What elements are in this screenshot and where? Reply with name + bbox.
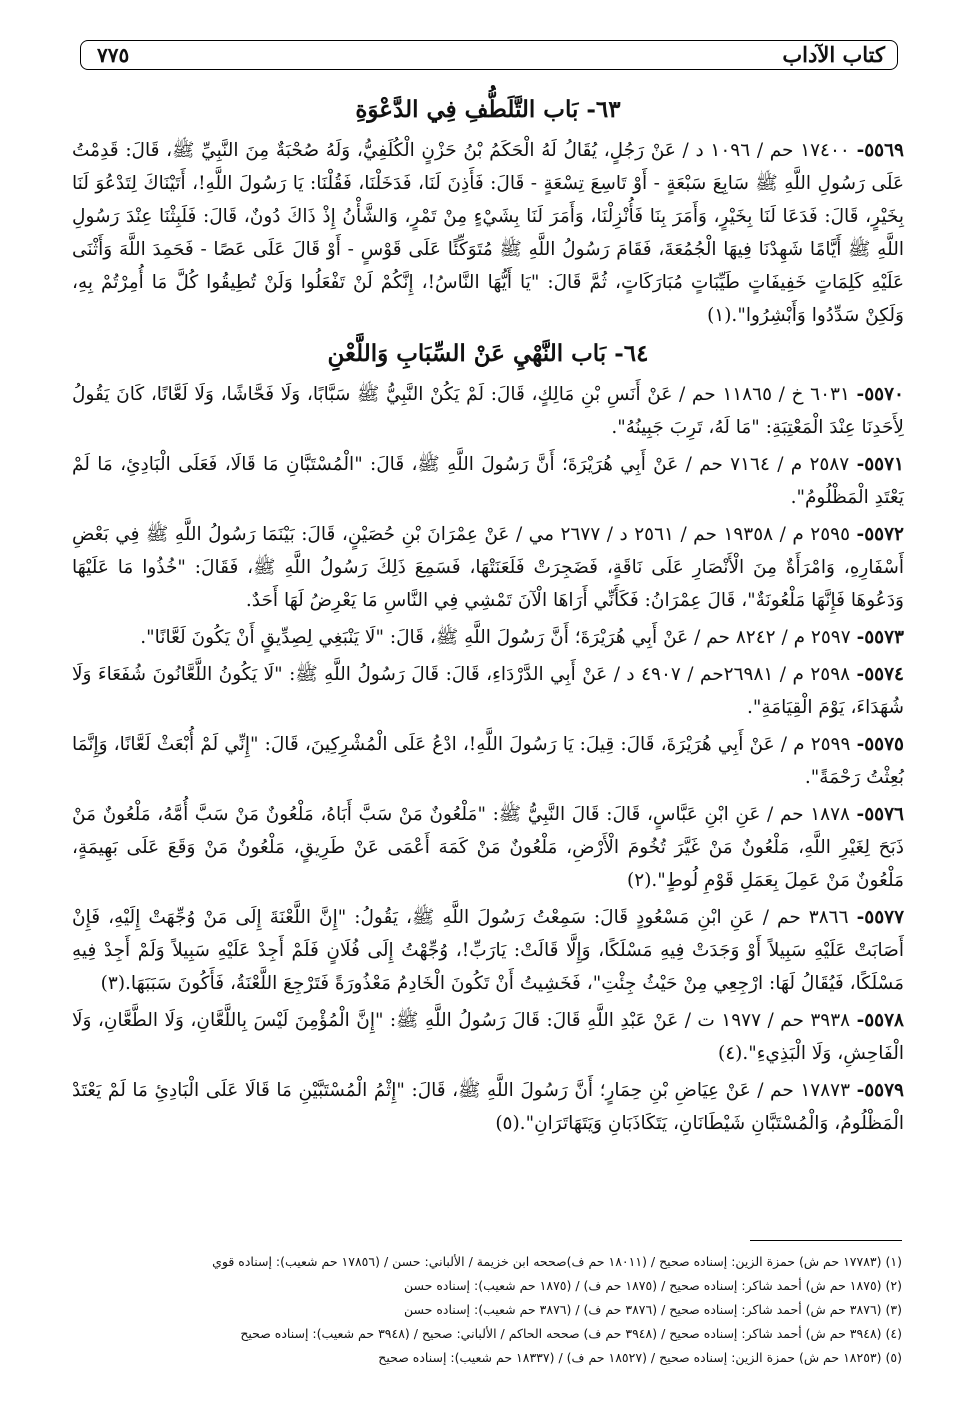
hadith-text: ١٧٤٠٠ حم / ١٠٩٦ د / عَنْ رَجُلٍ، يُقَالُ لَهُ الْحَكَمُ بْنُ حَزْنٍ الْكُلَفِيُّ، وَلَهُ صُحْبَةٌ مِنَ النَّبِيِّ ﷺ، قَالَ: قَدِمْتُ عَلَى رَسُولِ اللَّهِ ﷺ سَابِعَ سَبْعَةٍ - أَوْ تَاسِعَ تِسْعَةٍ - قَالَ: فَأَذِنَ لَنَا، فَدَخَلْنَا، فَقُلْنَا: يَا رَسُولَ اللَّهِ!، أَتَيْنَاكَ لِتَدْعُوَ لَنَا بِخَيْرٍ، قَالَ: فَدَعَا لَنَا بِخَيْرٍ، وَأَمَرَ بِنَا فَأُنْزِلْنَا، وَأَمَرَ لَنَا بِشَيْءٍ مِنْ تَمْرٍ، وَالشَّأْنُ إِذْ ذَاكَ دُونٌ، قَالَ: فَلَبِثْنَا عِنْدَ رَسُولِ اللَّهِ ﷺ أَيَّامًا شَهِدْنَا فِيهَا الْجُمُعَةَ، فَقَامَ رَسُولُ اللَّهِ ﷺ مُتَوَكِّئًا عَلَى قَوْسٍ - أَوْ قَالَ عَلَى عَصًا - فَحَمِدَ اللَّهَ وَأَثْنَى عَلَيْهِ كَلِمَاتٍ خَفِيفَاتٍ طَيِّبَاتٍ مُبَارَكَاتٍ، ثُمَّ قَالَ: "يَا أَيُّهَا النَّاسُ!، إِنَّكُمْ لَنْ تَفْعَلُوا وَلَنْ تُطِيقُوا كُلَّ مَا أُمِرْتُمْ بِهِ، وَلَكِنْ سَدِّدُوا وَأَبْشِرُوا".(١) [72, 140, 904, 326]
chapter-heading: ٦٤- بَاب النَّهْيِ عَنْ السِّبَابِ وَاللَّعْنِ [327, 340, 649, 367]
hadith-number: ٥٥٧٩- [856, 1080, 904, 1101]
hadith-number: ٥٥٧٦- [856, 804, 904, 825]
hadith-text: ٢٥٩٨ م / ٢٦٩٨١حم / ٤٩٠٧ د / عَنْ أَبِي الدَّرْدَاءِ، قَالَ: قَالَ رَسُولُ اللَّهِ ﷺ: "لَا يَكُونُ اللَّعَّانُونَ شُفَعَاءَ وَلَا شُهَدَاءَ، يَوْمَ الْقِيَامَةِ". [72, 664, 904, 718]
page-number: ٧٧٥ [97, 43, 130, 67]
hadith-text: ٢٥٩٧ م / ٨٢٤٢ حم / عَنْ أَبِي هُرَيْرَةَ؛ أَنَّ رَسُولَ اللَّهِ ﷺ، قَالَ: "لَا يَنْبَغِي لِصِدِّيقٍ أَنْ يَكُونَ لَعَّانًا". [140, 627, 851, 648]
hadith-number: ٥٥٧٢- [856, 524, 904, 545]
page-header [80, 40, 898, 70]
hadith-entry [72, 658, 904, 724]
book-title: كتاب الآداب [782, 42, 885, 67]
footnote: (٣) (٣٨٧٦ حم ش) أحمد شاكر: إسناده صحيح / (٣٨٧٦ حم ف) / (٣٨٧٦ حم شعيب): إسناده حسن [404, 1302, 902, 1317]
footnotes [100, 1250, 902, 1370]
hadith-text: ٣٨٦٦ حم / عَنِ ابْنِ مَسْعُودٍ قَالَ: سَمِعْتُ رَسُولَ اللَّهِ ﷺ، يَقُولُ: "إِنَّ اللَّعْنَةَ إِلَى مَنْ وُجِّهَتْ إِلَيْهِ، فَإِنْ أَصَابَتْ عَلَيْهِ سَبِيلاً أَوْ وَجَدَتْ فِيهِ مَسْلَكًا، وَإِلَّا قَالَتْ: يَارَبِّ!، وُجِّهْتُ إِلَى فُلَانٍ فَلَمْ أَجِدْ عَلَيْهِ سَبِيلاً وَلَمْ أَجِدْ فِيهِ مَسْلَكًا، فَيُقَالُ لَهَا: ارْجِعِي مِنْ حَيْثُ جِئْتِ"، فَخَشِيتُ أَنْ تَكُونَ الْخَادِمُ مَعْذُورَةً فَتَرْجِعَ اللَّعْنَةُ، فَأَكُونَ سَبَبَهَا.(٣) [72, 907, 904, 994]
hadith-text: ٢٥٩٥ م / ١٩٣٥٨ حم / ٢٥٦١ د / ٢٦٧٧ مي / عَنْ عِمْرَانَ بْنِ حُصَيْنٍ، قَالَ: بَيْنَمَا رَسُولُ اللَّهِ ﷺ فِي بَعْضِ أَسْفَارِهِ، وَامْرَأَةٌ مِنَ الْأَنْصَارِ عَلَى نَاقَةٍ، فَضَجِرَتْ فَلَعَنَتْهَا، فَسَمِعَ ذَلِكَ رَسُولُ اللَّهِ ﷺ، فَقَالَ: "خُذُوا مَا عَلَيْهَا وَدَعُوهَا فَإِنَّهَا مَلْعُونَةٌ"، قَالَ عِمْرَانُ: فَكَأَنِّي أَرَاهَا الْآنَ تَمْشِي فِي النَّاسِ مَا يَعْرِضُ لَهَا أَحَدٌ. [72, 524, 904, 611]
hadith-entry [72, 798, 904, 897]
footnote-separator [750, 1240, 902, 1241]
hadith-entry [72, 378, 904, 444]
footnote: (٥) (١٨٢٥٣ حم ش) حمزة الزين: إسناده صحيح / (١٨٥٢٧ حم ف) / (١٨٣٣٧ حم شعيب): إسناده صحيح [378, 1350, 902, 1365]
footnote: (٢) (١٨٧٥ حم ش) أحمد شاكر: إسناده صحيح / (١٨٧٥ حم ف) / (١٨٧٥ حم شعيب): إسناده حسن [404, 1278, 902, 1293]
hadith-entry [72, 901, 904, 1000]
hadith-entry [72, 518, 904, 617]
hadith-text: ٣٩٣٨ حم / ١٩٧٧ ت / عَنْ عَبْدِ اللَّهِ قَالَ: قَالَ رَسُولُ اللَّهِ ﷺ: "إِنَّ الْمُؤْمِنَ لَيْسَ بِاللَّعَّانِ، وَلَا الطَّعَّانِ، وَلَا الْفَاحِشِ، وَلَا الْبَذِيءِ".(٤) [72, 1010, 904, 1064]
hadith-number: ٥٥٧٤- [856, 664, 904, 685]
hadith-entry [72, 1004, 904, 1070]
hadith-entry [72, 728, 904, 794]
hadith-text: ١٧٨٧٣ حم / عَنْ عِيَاضِ بْنِ حِمَارٍ؛ أَنَّ رَسُولَ اللَّهِ ﷺ، قَالَ: "إِثْمُ الْمُسْتَبَّيْنِ مَا قَالَا عَلَى الْبَادِئِ مَا لَمْ يَعْتَدْ الْمَظْلُومُ، وَالْمُسْتَبَّانِ شَيْطَانَانِ، يَتَكَاذَبَانِ وَيَتَهَاتَرَانِ".(٥) [72, 1080, 904, 1134]
chapter-heading: ٦٣- بَاب التَّلَطُّفِ فِي الدَّعْوَةِ [355, 96, 621, 123]
hadith-text: ١٨٧٨ حم / عَنِ ابْنِ عَبَّاسٍ، قَالَ: قَالَ النَّبِيُّ ﷺ: "مَلْعُونٌ مَنْ سَبَّ أَبَاهُ، مَلْعُونٌ مَنْ سَبَّ أُمَّهُ، مَلْعُونٌ مَنْ ذَبَحَ لِغَيْرِ اللَّهِ، مَلْعُونٌ مَنْ غَيَّرَ تُخُومَ الْأَرْضِ، مَلْعُونٌ مَنْ كَمَهَ أَعْمَى عَنْ طَرِيقٍ، مَلْعُونٌ مَنْ وَقَعَ عَلَى بَهِيمَةٍ، مَلْعُونٌ مَنْ عَمِلَ بِعَمَلِ قَوْمِ لُوطٍ".(٢) [72, 804, 904, 891]
hadith-text: ٦٠٣١ خ / ١١٨٦٥ حم / عَنْ أَنَسِ بْنِ مَالِكٍ، قَالَ: لَمْ يَكُنْ النَّبِيُّ ﷺ سَبَّابًا، وَلَا فَحَّاشًا، وَلَا لَعَّانًا، كَانَ يَقُولُ لِأَحَدِنَا عِنْدَ الْمَعْتِبَةِ: "مَا لَهُ، تَرِبَ جَبِينُهُ". [72, 384, 904, 438]
hadith-number: ٥٥٧٠- [856, 384, 904, 405]
hadith-number: ٥٥٧٣- [856, 627, 904, 648]
hadith-number: ٥٥٧١- [856, 454, 904, 475]
hadith-number: ٥٥٧٨- [856, 1010, 904, 1031]
hadith-entry [72, 1074, 904, 1140]
main-text [72, 92, 904, 1144]
hadith-text: ٢٥٩٩ م / عَنْ أَبِي هُرَيْرَةَ، قَالَ: قِيلَ: يَا رَسُولَ اللَّهِ!، ادْعُ عَلَى الْمُشْرِكِينَ، قَالَ: "إِنِّي لَمْ أُبْعَثْ لَعَّانًا، وَإِنَّمَا بُعِثْتُ رَحْمَةً". [72, 734, 904, 788]
hadith-entry [72, 448, 904, 514]
hadith-number: ٥٥٧٥- [856, 734, 904, 755]
hadith-number: ٥٥٧٧- [856, 907, 905, 928]
hadith-number: ٥٥٦٩- [856, 140, 904, 161]
hadith-entry [72, 134, 904, 332]
hadith-entry [72, 621, 904, 654]
footnote: (١) (١٧٧٨٣ حم ش) حمزة الزين: إسناده صحيح / (١٨٠١١ حم ف)صححه ابن خزيمة / الألباني: حسن / (١٧٨٥٦ حم شعيب): إسناده قوي [212, 1254, 902, 1269]
hadith-text: ٢٥٨٧ م / ٧١٦٤ حم / عَنْ أَبِي هُرَيْرَةَ؛ أَنَّ رَسُولَ اللَّهِ ﷺ، قَالَ: "الْمُسْتَبَّانِ مَا قَالَا، فَعَلَى الْبَادِئِ، مَا لَمْ يَعْتَدِ الْمَظْلُومُ". [72, 454, 904, 508]
footnote: (٤) (٣٩٤٨ حم ش) أحمد شاكر: إسناده صحيح / (٣٩٤٨ حم ف) صححه الحاكم / الألباني: صحيح / (٣٩٤٨ حم شعيب): إسناده صحيح [240, 1326, 902, 1341]
